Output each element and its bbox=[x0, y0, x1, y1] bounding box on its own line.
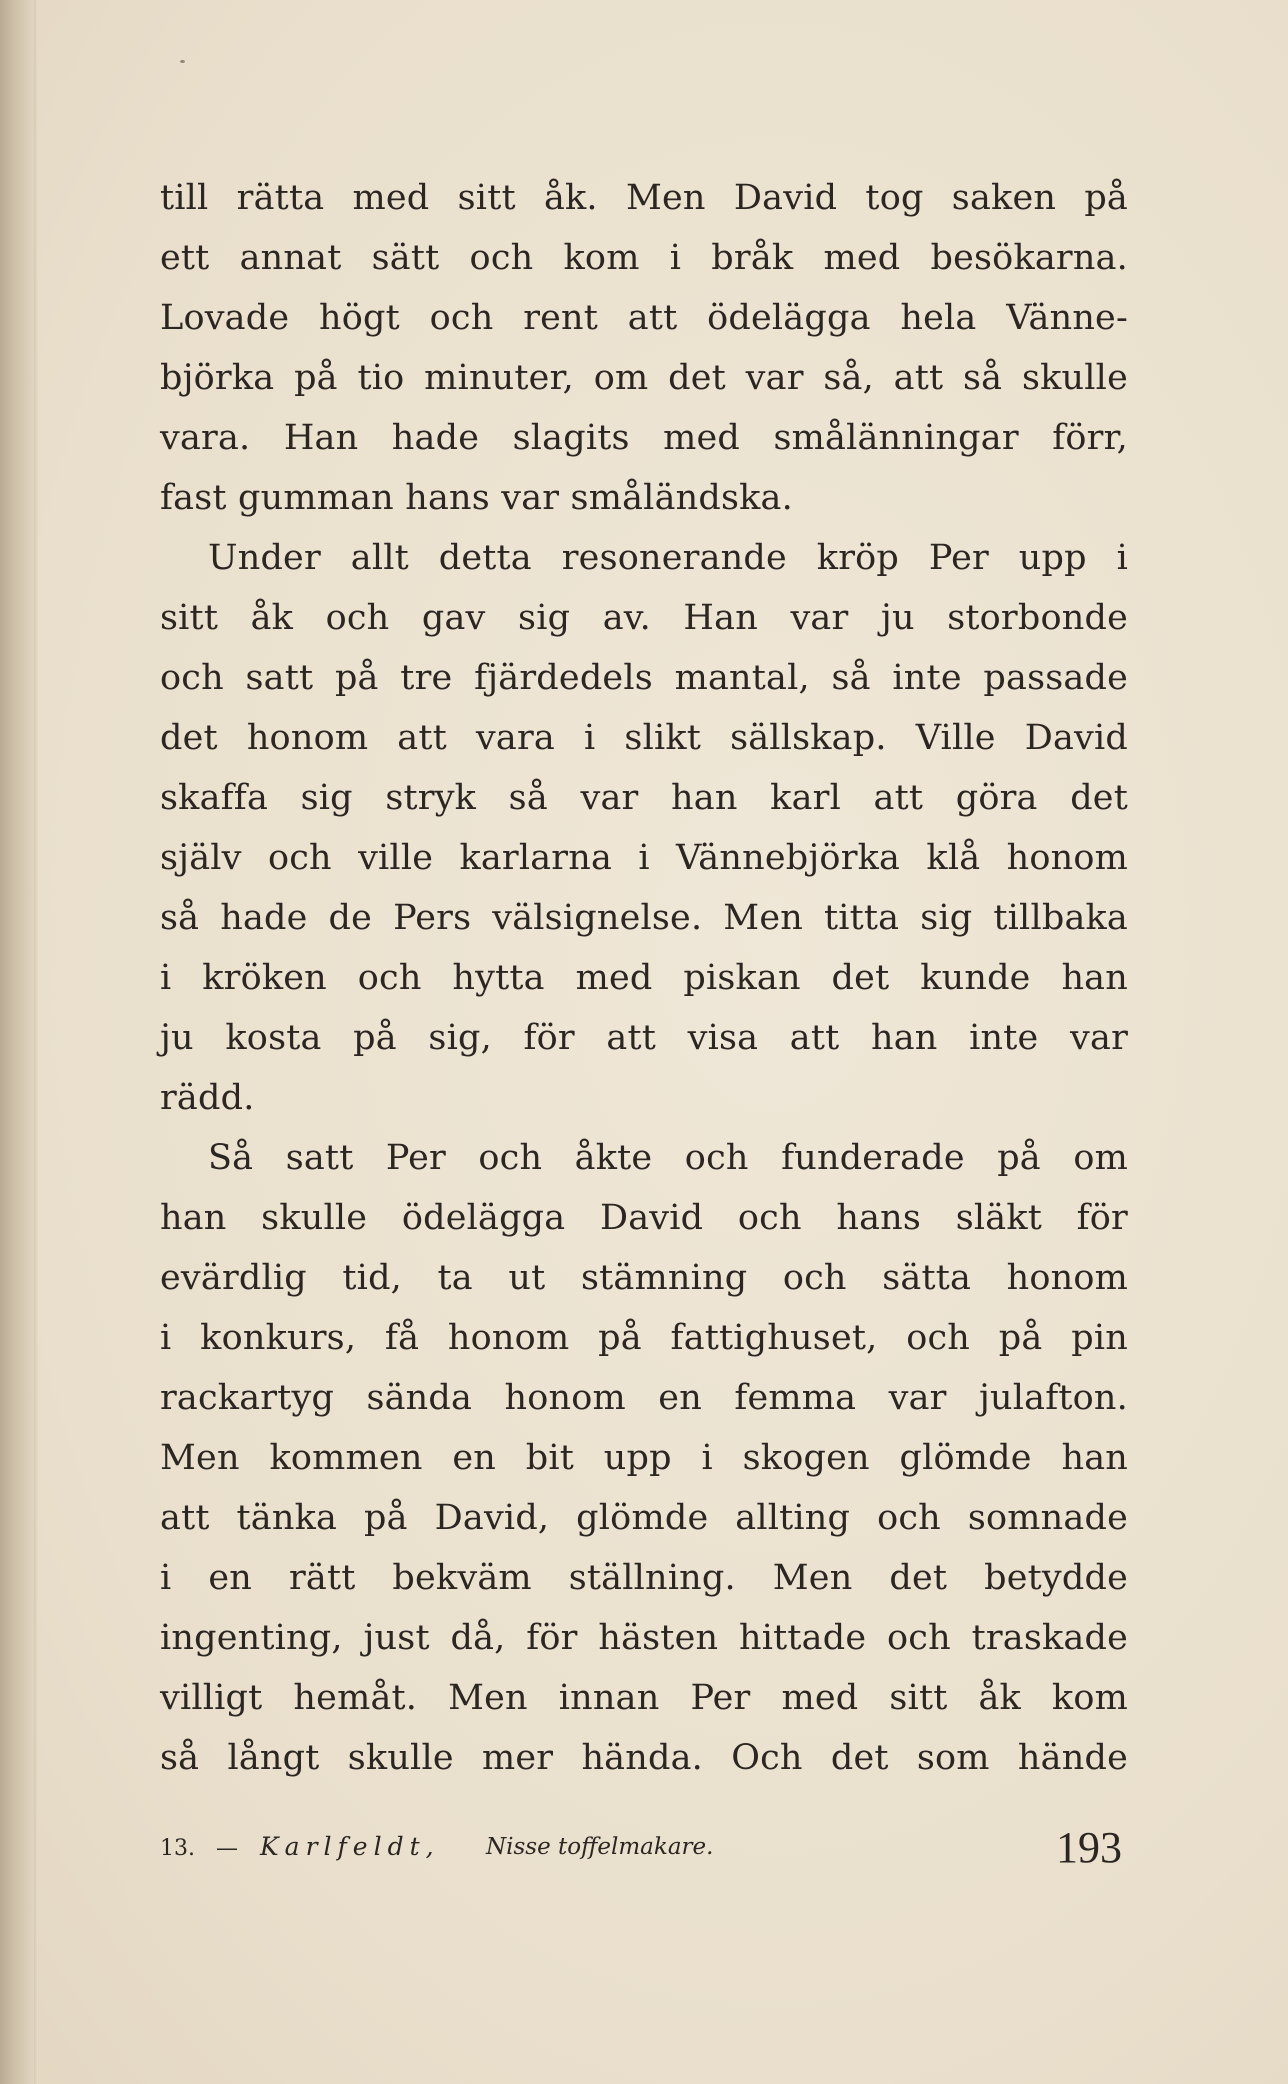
text-line: ju kosta på sig, för att visa att han inte var bbox=[160, 1018, 1128, 1058]
text-line: rackartyg sända honom en femma var julafton. bbox=[160, 1378, 1128, 1418]
gutter-edge bbox=[34, 0, 38, 2084]
paper-speck bbox=[180, 60, 185, 63]
text-line: Under allt detta resonerande kröp Per upp i bbox=[208, 538, 1128, 578]
text-line: det honom att vara i slikt sällskap. Ville David bbox=[160, 718, 1128, 758]
page-number: 193 bbox=[1056, 1823, 1122, 1872]
footer-dash: — bbox=[216, 1836, 238, 1861]
footer-title: Nisse toffelmakare. bbox=[486, 1834, 714, 1860]
text-line: björka på tio minuter, om det var så, att så skulle bbox=[160, 358, 1128, 398]
text-line: rädd. bbox=[160, 1078, 255, 1118]
text-line: Men kommen en bit upp i skogen glömde han bbox=[160, 1438, 1128, 1478]
text-line: i konkurs, få honom på fattighuset, och på pin bbox=[160, 1318, 1128, 1358]
text-line: skaffa sig stryk så var han karl att göra det bbox=[160, 778, 1128, 818]
text-line: fast gumman hans var småländska. bbox=[160, 478, 793, 518]
body-text bbox=[160, 168, 1128, 1788]
text-line: vara. Han hade slagits med smålänningar förr, bbox=[160, 418, 1128, 458]
page-footer bbox=[160, 1822, 1128, 1882]
footer-author: Karlfeldt, bbox=[260, 1832, 440, 1861]
text-line: han skulle ödelägga David och hans släkt för bbox=[160, 1198, 1128, 1238]
text-line: ett annat sätt och kom i bråk med besökarna. bbox=[160, 238, 1128, 278]
text-line: villigt hemåt. Men innan Per med sitt åk kom bbox=[160, 1678, 1128, 1718]
text-line: så hade de Pers välsignelse. Men titta sig tillbaka bbox=[160, 898, 1128, 938]
text-line: ingenting, just då, för hästen hittade och traskade bbox=[160, 1618, 1128, 1658]
text-line: i en rätt bekväm ställning. Men det betydde bbox=[160, 1558, 1128, 1598]
page-gutter bbox=[0, 0, 34, 2084]
text-line: att tänka på David, glömde allting och somnade bbox=[160, 1498, 1128, 1538]
text-line: Lovade högt och rent att ödelägga hela Vänne- bbox=[160, 298, 1128, 338]
text-line: och satt på tre fjärdedels mantal, så inte passade bbox=[160, 658, 1128, 698]
text-line: så långt skulle mer hända. Och det som hände bbox=[160, 1738, 1128, 1778]
signature-mark: 13. bbox=[160, 1836, 195, 1861]
text-line: till rätta med sitt åk. Men David tog saken på bbox=[160, 178, 1128, 218]
text-line: själv och ville karlarna i Vännebjörka klå honom bbox=[160, 838, 1128, 878]
text-line: Så satt Per och åkte och funderade på om bbox=[208, 1138, 1128, 1178]
text-line: i kröken och hytta med piskan det kunde han bbox=[160, 958, 1128, 998]
text-line: sitt åk och gav sig av. Han var ju storbonde bbox=[160, 598, 1128, 638]
text-line: evärdlig tid, ta ut stämning och sätta honom bbox=[160, 1258, 1128, 1298]
